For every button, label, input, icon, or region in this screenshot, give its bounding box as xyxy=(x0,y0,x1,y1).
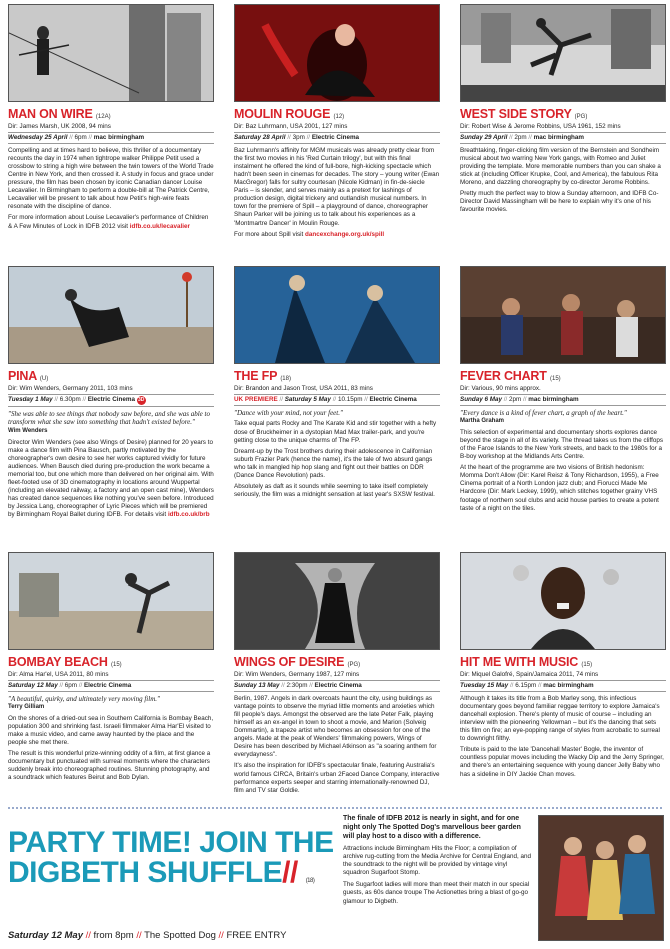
film-quote: "Every dance is a kind of fever chart, a graph of the heart." xyxy=(460,409,627,418)
screening-venue: mac birmingham xyxy=(533,134,584,142)
film-description: Berlin, 1987. Angels in dark overcoats haunt the city, using buildings as vantage points to observe the myriad little moments and anxieties which fill people's days. Amongst the observed are the late Peter Falk, playing himself as an ex-angel in town to shoot a movie, and Marion (Solveig Dommartin), a trapeze artist who becomes an obsession for one of the angels. Made at the peak of Wenders' filmmaking powers, Wings of Desire has been described by Michael Atkinson as "a soaring anthem for everydayness". xyxy=(234,695,437,759)
film-description: Pretty much the perfect way to blow a Sunday afternoon, and IDFB Co-Director David Massingham will be here to explain why it's one of his favourite movies. xyxy=(460,190,659,214)
film-title xyxy=(234,368,440,384)
film-director-line: Dir: Brandon and Jason Trost, USA 2011, 83 mins xyxy=(234,385,440,395)
film-director-line: Dir: James Marsh, UK 2008, 94 mins xyxy=(8,123,214,133)
separator: // xyxy=(281,682,285,690)
screening-date: Saturday 12 May xyxy=(8,682,58,690)
screening-time: 6.15pm xyxy=(515,682,537,690)
separator: // xyxy=(136,930,142,941)
film-fever-chart xyxy=(460,266,666,513)
party-date: Saturday 12 May xyxy=(8,930,83,941)
film-rating: (PG) xyxy=(347,662,361,668)
film-west-side-story xyxy=(460,4,666,214)
film-quote-author: Martha Graham xyxy=(460,418,505,425)
party-paragraph: The Sugarfoot ladies will more than meet their match in our special guests, as 60s dance troupe The Actionettes bring a blast of go-go glamour to Digbeth. xyxy=(343,881,530,905)
film-rating: (18) xyxy=(280,376,291,382)
film-description: Tribute is paid to the late 'Dancehall Master' Bogle, the inventor of countless popular moves including the Wacky Dip and the Jerry Springer, and there's an entertaining sequence with young dancer Jelly Baby who has a sideline in DIY Jackie Chan moves. xyxy=(460,746,664,778)
film-description: Baz Luhrmann's affinity for MGM musicals was already pretty clear from the first two movies in his 'Red Curtain trilogy', but with this final instalment he offered the kind of full-bore, high-kicking spectacle which hadn't been seen in cinemas for decades. The story – young writer (Ewan MacGregor) falls for sultry courtesan (Nicole Kidman) in fin-de-siecle Paris – is slender, and serves mainly as a pretext for lashings of production design, digital trickery and outlandish musical numbers. In town for the premiere of Spill – a playground of dance, choreographer Shaun Parker will be joining us to talk about his experiences as a 'Montmartre Dancer' in Moulin Rouge. xyxy=(234,147,440,227)
film-title xyxy=(234,106,440,122)
screening-time: 6pm xyxy=(64,682,77,690)
screening-venue: mac birmingham xyxy=(543,682,594,690)
screening-date: Saturday 5 May xyxy=(284,396,331,404)
film-description xyxy=(8,439,214,519)
separator: // xyxy=(218,930,224,941)
party-heading-slashes: // xyxy=(282,856,298,889)
film-man-on-wire xyxy=(8,4,214,231)
film-title xyxy=(8,654,214,670)
film-bombay-beach xyxy=(8,552,214,783)
film-hit-me-with-music xyxy=(460,552,666,779)
party-heading-line2-text: DIGBETH SHUFFLE xyxy=(8,856,283,889)
film-description-text: Director Wim Wenders (see also Wings of Desire) planned for 20 years to make a dance film with Pina Bausch, partly motivated by the choreographer's own desire to see her works captured vividly for future audiences. When Bausch died during pre-production the work became a memorial too, but one which more than delivered on her original aim. With fleet-footed use of 3D cinematography in locations around Wuppertal (including an elevated railway, a factory and an open cast mine), Wenders has created dance sequences like nothing you've seen before. Introduced by Jessica Lang, choreographer of Lyric Pieces which will be premiered by Birmingham Royal Ballet during IDFB. For details visit xyxy=(8,438,214,518)
film-still-wings-of-desire xyxy=(234,552,440,650)
screening-time: 10.15pm xyxy=(337,396,363,404)
separator: // xyxy=(82,396,86,404)
screening-date: Wednesday 25 April xyxy=(8,134,68,142)
film-link[interactable]: idfb.co.uk/brb xyxy=(167,510,210,518)
separator: // xyxy=(509,134,513,142)
screening-date: Tuesday 1 May xyxy=(8,396,53,404)
separator: // xyxy=(503,396,508,404)
separator: // xyxy=(287,134,291,142)
party-screening-line xyxy=(8,930,286,941)
film-still-pina xyxy=(8,266,214,364)
film-still-man-on-wire xyxy=(8,4,214,102)
film-rating: (15) xyxy=(549,376,561,382)
party-heading-line1: PARTY TIME! JOIN THE xyxy=(8,826,334,859)
screening-time: 2pm xyxy=(509,396,522,404)
film-more-info xyxy=(8,214,214,230)
party-venue: The Spotted Dog xyxy=(144,930,216,941)
film-quote: "A beautiful, quirky, and ultimately very moving film." xyxy=(8,695,160,704)
film-still-bombay-beach xyxy=(8,552,214,650)
film-description: Absolutely as daft as it sounds while seeming to take itself completely seriously, the film was a midnight sensation at last year's SXSW festival. xyxy=(234,482,435,498)
screening-time: 3pm xyxy=(292,134,305,142)
screening-line xyxy=(234,395,440,406)
separator: // xyxy=(528,134,532,142)
film-title-text: WINGS OF DESIRE xyxy=(234,655,345,669)
film-title xyxy=(460,654,666,670)
screening-venue: Electric Cinema xyxy=(314,682,362,690)
film-director-line: Dir: Wim Wenders, Germany 1987, 127 mins xyxy=(234,671,440,681)
separator: // xyxy=(309,682,313,690)
film-description: It's also the inspiration for IDFB's spectacular finale, featuring Australia's world famous CIRCA, Britain's urban 2Faced Dance Company, interactive performance experts seeper and starring internationally-renowned DJ, film and TV star Goldie. xyxy=(234,762,440,794)
film-description: At the heart of the programme are two visions of British hedonism: Momma Don't Allow (Dir: Karel Reisz & Tony Richardson, 1955), a Free Cinema portrait of a North London jazz club; and Fiorucci Made Me Hardcore (Dir: Mark Leckey, 1999), which stitches together grainy VHS footage of northern soul clubs and acid house parties to create a potent taste of a night on the tiles. xyxy=(460,464,659,512)
film-still-moulin-rouge xyxy=(234,4,440,102)
film-link[interactable]: dancexchange.org.uk/spill xyxy=(305,230,385,238)
film-quote-author: Wim Wenders xyxy=(8,427,48,434)
party-photo xyxy=(538,815,664,941)
film-the-fp xyxy=(234,266,440,499)
separator: // xyxy=(306,134,311,142)
film-more-info-text: For more information about Louise Lecavalier's performance of Children & A Few Minutes of Lock in IDFB 2012 visit xyxy=(8,214,209,230)
separator: // xyxy=(523,396,527,404)
party-rating: (18) xyxy=(305,878,315,884)
separator: // xyxy=(59,682,63,690)
screening-date: Sunday 13 May xyxy=(234,682,280,690)
screening-line xyxy=(234,133,440,144)
separator: // xyxy=(78,682,83,690)
film-still-hit-me-with-music xyxy=(460,552,666,650)
film-description: Although it takes its title from a Bob Marley song, this infectious documentary goes beyond familiar reggae territory to explore Jamaica's dancehall explosion. There's plenty of music of course – including an interview with the pioneering Yellowman – but it's the dancing that sets this film on fire; an eye-popping range of styles from acrobatic to surreal to downright filthy. xyxy=(460,695,660,743)
film-still-fever-chart xyxy=(460,266,666,364)
film-more-info xyxy=(234,231,440,239)
film-director-line: Dir: Alma Har'el, USA 2011, 80 mins xyxy=(8,671,214,681)
film-title xyxy=(460,106,666,122)
film-title xyxy=(8,106,214,122)
screening-time: 2pm xyxy=(514,134,527,142)
party-time: from 8pm xyxy=(93,930,134,941)
film-director-line: Dir: Miquel Galofré, Spain/Jamaica 2011, 74 mins xyxy=(460,671,666,681)
film-title xyxy=(460,368,666,384)
screening-date: Sunday 6 May xyxy=(460,396,502,404)
screening-venue: mac birmingham xyxy=(93,134,145,142)
film-rating: (15) xyxy=(581,662,593,668)
film-link[interactable]: idfb.co.uk/lecavalier xyxy=(129,222,190,230)
screening-venue: mac birmingham xyxy=(528,396,579,404)
party-description xyxy=(343,815,533,910)
party-heading xyxy=(8,828,338,888)
film-title-text: WEST SIDE STORY xyxy=(460,107,572,121)
separator: // xyxy=(69,134,73,142)
film-still-west-side-story xyxy=(460,4,666,102)
film-title-text: MOULIN ROUGE xyxy=(234,107,331,121)
screening-date: Sunday 29 April xyxy=(460,134,508,142)
film-title-text: PINA xyxy=(8,369,37,383)
film-description: Take equal parts Rocky and The Karate Kid and stir together with a hefty dose of Bruckheimer in a dystopian Mad Max trailer-park, and you're getting close to the unique charms of The FP. xyxy=(234,420,437,444)
film-description: The result is this wonderful prize-winning oddity of a film, at first glance a documentary but punctuated with surreal moments where the characters suddenly break into choreographed routines. Stunning photography, and a soundtrack which features Beirut and Bob Dylan. xyxy=(8,750,211,782)
separator: // xyxy=(85,930,91,941)
separator: // xyxy=(54,396,58,404)
screening-date: Saturday 28 April xyxy=(234,134,286,142)
screening-line xyxy=(460,133,666,144)
film-description: Compelling and at times hard to believe, this thriller of a documentary recounts the day in 1974 when tightrope walker Philippe Petit used a crossbow to string a high wire between the twin towers of the World Trade Centre in New York, and then crossed it. A study in focus and grace under pressure, the film has been chosen by iconic Canadian dancer Louise Lecavalier. In Birmingham to perform a double-bill at The Patrick Centre, Lecavalier will be present to talk about how Petit's high-wire feats resonate with the discipline of dance. xyxy=(8,147,214,211)
party-intro: The finale of IDFB 2012 is nearly in sight, and for one night only The Spotted Dog's marvellous beer garden will play host to a disco with a difference. xyxy=(343,815,521,840)
uk-premiere-label: UK PREMIERE xyxy=(234,396,278,404)
separator: // xyxy=(364,396,368,404)
screening-line xyxy=(234,681,440,692)
screening-line xyxy=(460,681,666,692)
separator: // xyxy=(279,396,283,404)
screening-time: 6.30pm xyxy=(59,396,81,404)
film-rating: (12A) xyxy=(95,114,111,120)
film-still-the-fp xyxy=(234,266,440,364)
film-title xyxy=(234,654,440,670)
film-director-line: Dir: Various, 90 mins approx. xyxy=(460,385,666,395)
screening-line xyxy=(8,133,214,144)
film-title-text: BOMBAY BEACH xyxy=(8,655,108,669)
party-heading-line2 xyxy=(8,858,338,888)
film-rating: (PG) xyxy=(574,114,588,120)
separator: // xyxy=(332,396,337,404)
film-quote-author: Terry Gilliam xyxy=(8,704,45,711)
screening-venue: Electric Cinema xyxy=(369,396,417,404)
screening-venue: Electric Cinema xyxy=(83,682,132,690)
screening-time: 6pm xyxy=(74,134,87,142)
separator: // xyxy=(509,682,514,690)
screening-date: Tuesday 15 May xyxy=(460,682,509,690)
separator: // xyxy=(88,134,92,142)
film-wings-of-desire xyxy=(234,552,440,795)
3d-badge-icon: 3D xyxy=(138,397,145,404)
film-director-line: Dir: Baz Luhrmann, USA 2001, 127 mins xyxy=(234,123,440,133)
party-paragraph: Attractions include Birmingham Hits the Floor; a compilation of archive rug-cutting from the Media Archive for Central England, and the soundtrack to the night will be provided by vintage vinyl squadron Sugarfoot Stomp. xyxy=(343,845,531,877)
screening-line xyxy=(8,395,214,407)
film-quote: "Dance with your mind, not your feet." xyxy=(234,409,343,418)
film-title xyxy=(8,368,214,384)
film-more-info-text: For more about Spill visit xyxy=(234,230,304,238)
film-director-line: Dir: Robert Wise & Jerome Robbins, USA 1961, 152 mins xyxy=(460,123,666,133)
film-description: On the shores of a dried-out sea in Southern California is Bombay Beach, population 300 and shrinking fast. Israeli filmmaker Alma Har'El visited to make a music video, and came away haunted by the place and the people she met there. xyxy=(8,715,214,747)
separator: // xyxy=(537,682,542,690)
film-title-text: HIT ME WITH MUSIC xyxy=(460,655,579,669)
film-description: This selection of experimental and documentary shorts explores dance beyond the stage in all of its variety. The thread takes us from the cliffops of the Faroe Islands to the New York streets, and back to the 1980s for a B-boy workshop at the Midlands Arts Centre. xyxy=(460,429,664,461)
screening-venue: Electric Cinema xyxy=(87,396,135,404)
film-title-text: MAN ON WIRE xyxy=(8,107,93,121)
screening-time: 2:30pm xyxy=(286,682,308,690)
film-quote: "She was able to see things that nobody saw before, and she was able to transform what she saw into something that hadn't existed before." xyxy=(8,410,210,427)
film-description: Breathtaking, finger-clicking film version of the Bernstein and Sondheim musical about two warring New York gangs, with Romeo and Juliet providing the template. More memorable numbers than you can shake a stick at (including Officer Krupke, Cool, and America), the fabulous Rita Moreno, and dazzling choreography by co-director Jerome Robbins. xyxy=(460,147,661,187)
film-rating: (12) xyxy=(333,114,345,120)
film-rating: (15) xyxy=(110,662,122,668)
film-director-line: Dir: Wim Wenders, Germany 2011, 103 mins xyxy=(8,385,214,395)
film-pina xyxy=(8,266,214,519)
film-description: Dreamt-up by the Trost brothers during their adolescence in Californian suburb Frazier Park (hence the name), it's the tale of two absurd gangs who talk in mangled hip hop slang and fight out their battles on DDR (Dance Dance Revolution) pads. xyxy=(234,447,433,479)
party-entry: FREE ENTRY xyxy=(226,930,287,941)
film-title-text: THE FP xyxy=(234,369,278,383)
screening-line xyxy=(460,395,666,406)
film-moulin-rouge xyxy=(234,4,440,239)
screening-line xyxy=(8,681,214,692)
film-rating: (U) xyxy=(39,376,49,382)
screening-venue: Electric Cinema xyxy=(311,134,360,142)
film-title-text: FEVER CHART xyxy=(460,369,547,383)
section-divider xyxy=(8,807,662,809)
